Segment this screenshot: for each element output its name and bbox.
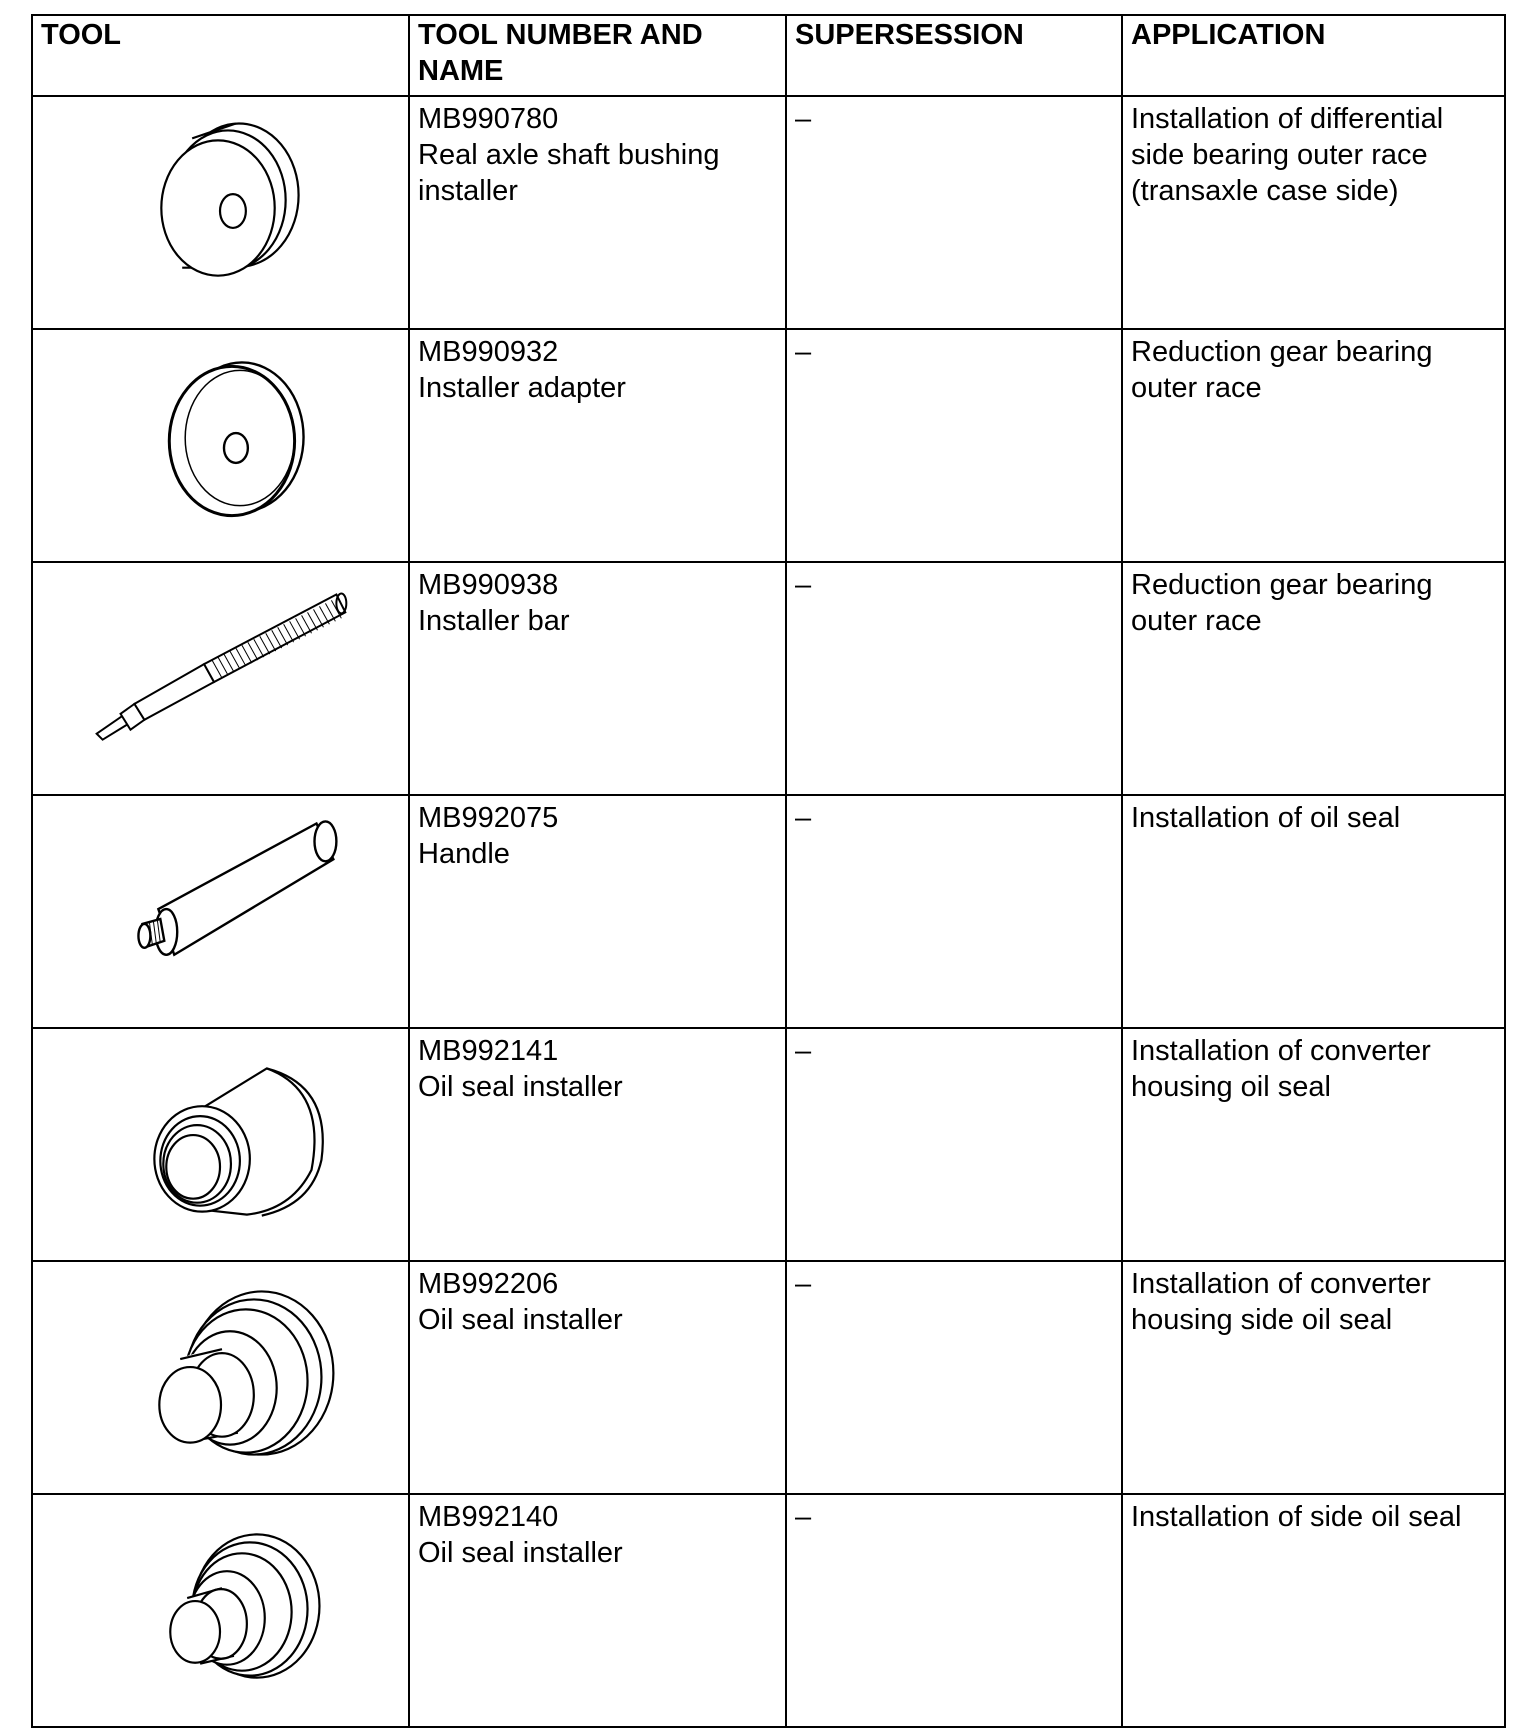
application-cell: Installation of converter housing side oil seal [1122, 1261, 1505, 1494]
tool-number-name-cell [409, 795, 786, 1028]
tool-name: Installer bar [418, 605, 570, 637]
application-cell: Installation of converter housing oil seal [1122, 1028, 1505, 1261]
tool-number-name-cell [409, 96, 786, 329]
application-cell: Installation of oil seal [1122, 795, 1505, 1028]
supersession-value: – [795, 1035, 812, 1067]
threaded-bar-icon [33, 563, 408, 794]
tool-number: MB990938 [418, 569, 559, 601]
tool-illustration-cell [32, 1494, 409, 1727]
supersession-cell [786, 562, 1122, 795]
tool-name: Handle [418, 838, 510, 870]
tool-illustration-cell [32, 329, 409, 562]
tool-number: MB992075 [418, 802, 559, 834]
supersession-value: – [795, 1501, 812, 1533]
application-cell: Reduction gear bearing outer race [1122, 562, 1505, 795]
small-stepped-installer-icon [33, 1495, 408, 1726]
supersession-cell [786, 1494, 1122, 1727]
tool-number: MB992206 [418, 1268, 559, 1300]
special-tools-table [31, 14, 1506, 1728]
header-supersession: SUPERSESSION [786, 15, 1122, 96]
tool-illustration-cell [32, 1261, 409, 1494]
pulley-disc-icon [33, 97, 408, 328]
tool-number: MB992140 [418, 1501, 559, 1533]
table-row [32, 562, 1505, 795]
tool-illustration-cell [32, 795, 409, 1028]
application-cell: Installation of differential side bearing outer race (transaxle case side) [1122, 96, 1505, 329]
tool-number-name-cell [409, 1494, 786, 1727]
table-row [32, 329, 1505, 562]
tool-number-name-cell [409, 1028, 786, 1261]
handle-cylinder-icon [33, 796, 408, 1027]
table-row [32, 1028, 1505, 1261]
tool-illustration-cell [32, 562, 409, 795]
supersession-cell [786, 795, 1122, 1028]
tool-name: Real axle shaft bushing installer [418, 139, 720, 207]
stepped-installer-icon [33, 1262, 408, 1493]
table-row [32, 96, 1505, 329]
supersession-cell [786, 329, 1122, 562]
tool-number: MB990932 [418, 336, 559, 368]
tool-name: Installer adapter [418, 372, 626, 404]
flat-disc-icon [33, 330, 408, 561]
header-row [32, 15, 1505, 96]
tool-number: MB990780 [418, 103, 559, 135]
application-cell: Reduction gear bearing outer race [1122, 329, 1505, 562]
tool-name: Oil seal installer [418, 1304, 623, 1336]
cylinder-installer-icon [33, 1029, 408, 1260]
tool-illustration-cell [32, 96, 409, 329]
tool-illustration-cell [32, 1028, 409, 1261]
tool-number-name-cell [409, 562, 786, 795]
header-tool: TOOL [32, 15, 409, 96]
supersession-value: – [795, 1268, 812, 1300]
supersession-cell [786, 1261, 1122, 1494]
supersession-value: – [795, 336, 812, 368]
supersession-cell [786, 1028, 1122, 1261]
table-row [32, 1261, 1505, 1494]
tool-name: Oil seal installer [418, 1071, 623, 1103]
supersession-cell [786, 96, 1122, 329]
supersession-value: – [795, 802, 812, 834]
supersession-value: – [795, 103, 812, 135]
tool-number-name-cell [409, 1261, 786, 1494]
table-row [32, 795, 1505, 1028]
supersession-value: – [795, 569, 812, 601]
tool-number: MB992141 [418, 1035, 559, 1067]
tool-number-name-cell [409, 329, 786, 562]
tool-name: Oil seal installer [418, 1537, 623, 1569]
header-application: APPLICATION [1122, 15, 1505, 96]
table-row [32, 1494, 1505, 1727]
application-cell: Installation of side oil seal [1122, 1494, 1505, 1727]
header-tool-number-and-name: TOOL NUMBER AND NAME [409, 15, 786, 96]
